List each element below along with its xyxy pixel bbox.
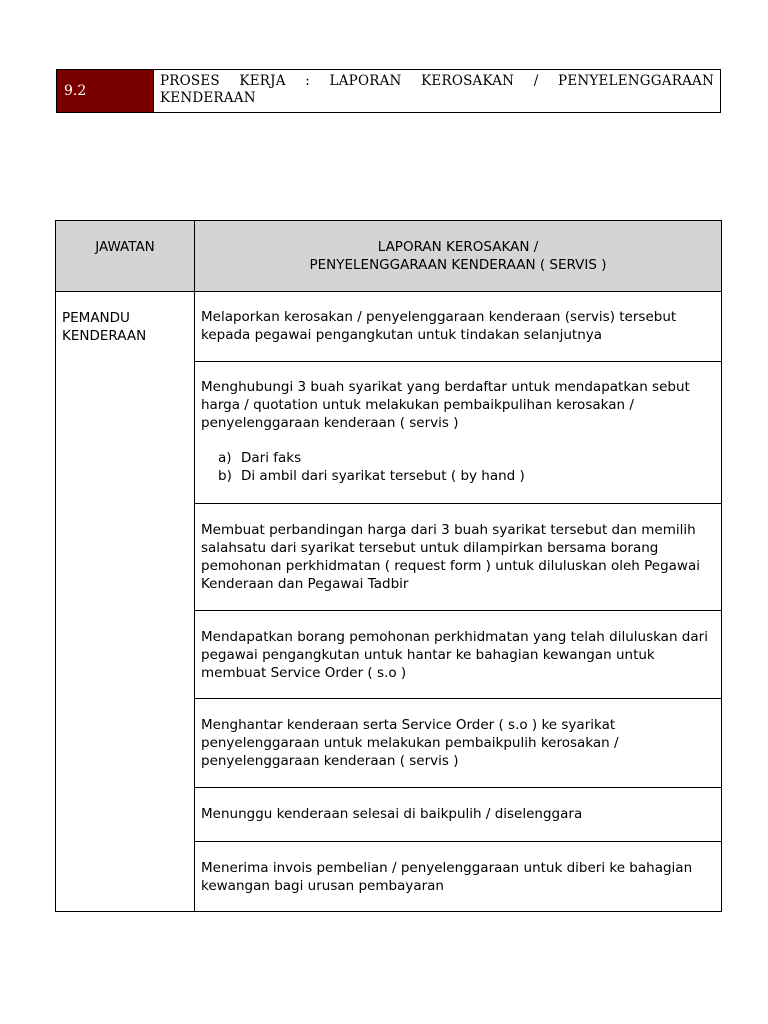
section-header: [56, 69, 721, 113]
table-header-row: [56, 221, 722, 292]
step-cell-4: [195, 611, 722, 699]
table-row: [56, 292, 722, 362]
section-number: 9.2: [57, 70, 154, 112]
list-item-text: Dari faks: [241, 450, 302, 466]
step-cell-5: [195, 699, 722, 788]
role-label: PEMANDU KENDERAAN: [62, 310, 147, 344]
list-item: [218, 449, 713, 467]
step-text-4: Mendapatkan borang pemohonan perkhidmatan yang telah diluluskan dari pegawai pengangkutan untuk hantar ke bahagian kewangan untuk membuat Service Order ( s.o ): [201, 629, 708, 681]
step-cell-7: [195, 842, 722, 912]
process-table: [55, 220, 722, 912]
step-cell-3: [195, 504, 722, 611]
step-cell-6: [195, 788, 722, 842]
step-text-3: Membuat perbandingan harga dari 3 buah syarikat tersebut dan memilih salahsatu dari syarikat tersebut untuk dilampirkan bersama borang pemohonan perkhidmatan ( request form ) untuk diluluskan oleh Pegawai Kenderaan dan Pegawai Tadbir: [201, 522, 700, 592]
section-title: PROSES KERJA : LAPORAN KEROSAKAN / PENYELENGGARAAN KENDERAAN: [160, 73, 714, 106]
step-text-5: Menghantar kenderaan serta Service Order ( s.o ) ke syarikat penyelenggaraan untuk melakukan pembaikpulih kerosakan / penyelenggaraan kenderaan ( servis ): [201, 717, 619, 769]
step-cell-1: [195, 292, 722, 362]
column-header-process-line1: LAPORAN KEROSAKAN /: [377, 239, 539, 255]
step-text-2: Menghubungi 3 buah syarikat yang berdaftar untuk mendapatkan sebut harga / quotation untuk melakukan pembaikpulihan kerosakan / penyelenggaraan kenderaan ( servis ): [201, 379, 690, 431]
list-marker: b): [218, 468, 232, 484]
step-text-6: Menunggu kenderaan selesai di baikpulih / diselenggara: [201, 806, 583, 822]
step-text-1: Melaporkan kerosakan / penyelenggaraan kenderaan (servis) tersebut kepada pegawai pengangkutan untuk tindakan selanjutnya: [201, 309, 677, 343]
column-header-process-line2: PENYELENGGARAAN KENDERAAN ( SERVIS ): [309, 257, 607, 273]
column-header-process: [195, 221, 722, 292]
step-text-7: Menerima invois pembelian / penyelenggaraan untuk diberi ke bahagian kewangan bagi urusan pembayaran: [201, 860, 693, 894]
step-cell-2: [195, 362, 722, 504]
step-2-sublist: [201, 449, 713, 485]
list-marker: a): [218, 450, 232, 466]
list-item: [218, 467, 713, 485]
role-cell: [56, 292, 195, 912]
list-item-text: Di ambil dari syarikat tersebut ( by hand ): [241, 468, 525, 484]
column-header-role: JAWATAN: [56, 221, 195, 292]
